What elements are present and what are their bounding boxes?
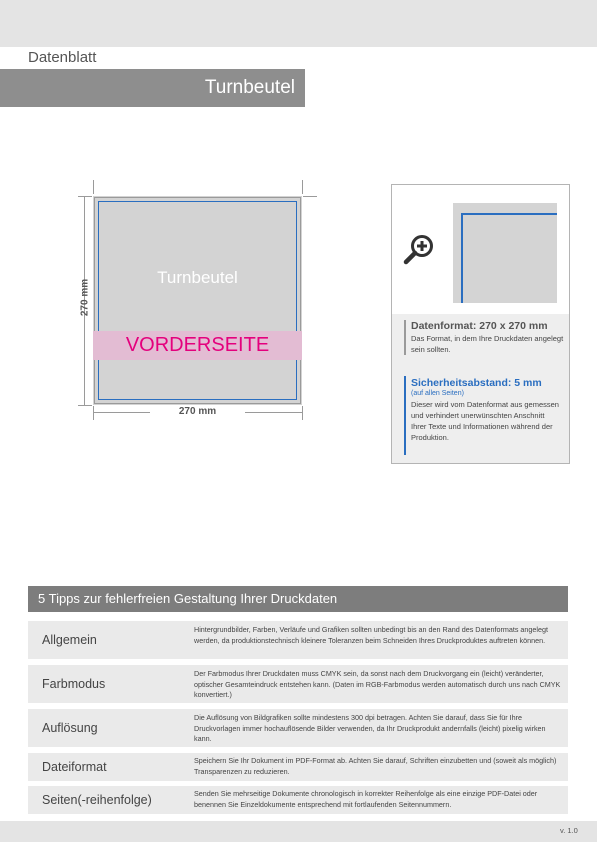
crop-mark (302, 180, 303, 194)
product-title: Turnbeutel (0, 69, 305, 107)
crop-mark (78, 405, 92, 406)
front-side-label: VORDERSEITE (93, 331, 302, 360)
format-marker (404, 320, 406, 355)
crop-mark (303, 196, 317, 197)
tip-label: Farbmodus (42, 677, 106, 691)
header-band (0, 0, 597, 47)
tip-row-aufloesung (28, 709, 568, 747)
section-label: Datenblatt (0, 47, 120, 69)
diagram-title: Turnbeutel (157, 268, 238, 287)
zoom-in-icon (402, 232, 436, 266)
tip-row-seitenreihenfolge (28, 786, 568, 814)
tips-heading: 5 Tipps zur fehlerfreien Gestaltung Ihrer Druckdaten (28, 586, 568, 612)
crop-mark (93, 180, 94, 194)
footer-band (0, 821, 597, 842)
safety-description: Dieser wird vom Datenformat aus gemessen und verhindert unerwünschten Anschnitt Ihrer Texte und Informationen während der Produktion. (411, 400, 559, 442)
format-heading: Datenformat: 270 x 270 mm (411, 320, 548, 332)
crop-mark (302, 406, 303, 420)
safety-subheading: (auf allen Seiten) (411, 390, 464, 397)
tip-label: Allgemein (42, 633, 97, 647)
tip-row-allgemein (28, 621, 568, 659)
crop-mark (93, 406, 94, 420)
safety-frame (98, 201, 297, 400)
tip-row-dateiformat (28, 753, 568, 781)
tip-text: Speichern Sie Ihr Dokument im PDF-Format ab. Achten Sie darauf, Schriften einzubetten und (soweit als möglich) Transparenzen zu reduzieren. (194, 756, 557, 776)
tip-label: Dateiformat (42, 760, 107, 774)
tip-row-farbmodus (28, 665, 568, 703)
safety-marker (404, 376, 406, 455)
tip-text: Der Farbmodus Ihrer Druckdaten muss CMYK sein, da sonst nach dem Druckvorgang ein (leicht) veränderter, optischer Gesamteindruck entstehen kann. (Daten im RGB-Farbmodus werden automatisch durch uns nach CMYK konvertiert.) (194, 669, 561, 699)
tip-text: Hintergrundbilder, Farben, Verläufe und Grafiken sollten unbedingt bis an den Rand des Datenformats angelegt werden, da produktionstechnisch kleinere Toleranzen beim Schneiden Ihres Druckproduktes auftreten können. (194, 625, 549, 645)
tip-text: Die Auflösung von Bildgrafiken sollte mindestens 300 dpi betragen. Achten Sie darauf, dass Sie für Ihre Druckvorlagen immer hochauflösende Bilder verwenden, da Ihr Druckprodukt andernfalls (leicht) pixelig wirken kann. (194, 713, 546, 743)
tip-text: Senden Sie mehrseitige Dokumente chronologisch in korrekter Reihenfolge als eine einzige PDF-Datei oder benennen Sie Einzeldokumente entsprechend mit fortlaufenden Seitennummern. (194, 789, 538, 809)
tip-label: Auflösung (42, 721, 98, 735)
width-label: 270 mm (150, 406, 245, 417)
tip-label: Seiten(-reihenfolge) (42, 793, 152, 807)
zoom-safety-line (461, 213, 557, 303)
height-label: 270 mm (79, 278, 91, 317)
safety-heading: Sicherheitsabstand: 5 mm (411, 377, 542, 389)
format-description: Das Format, in dem Ihre Druckdaten angelegt sein sollten. (411, 334, 564, 354)
crop-mark (78, 196, 92, 197)
version-label: v. 1.0 (560, 826, 578, 835)
